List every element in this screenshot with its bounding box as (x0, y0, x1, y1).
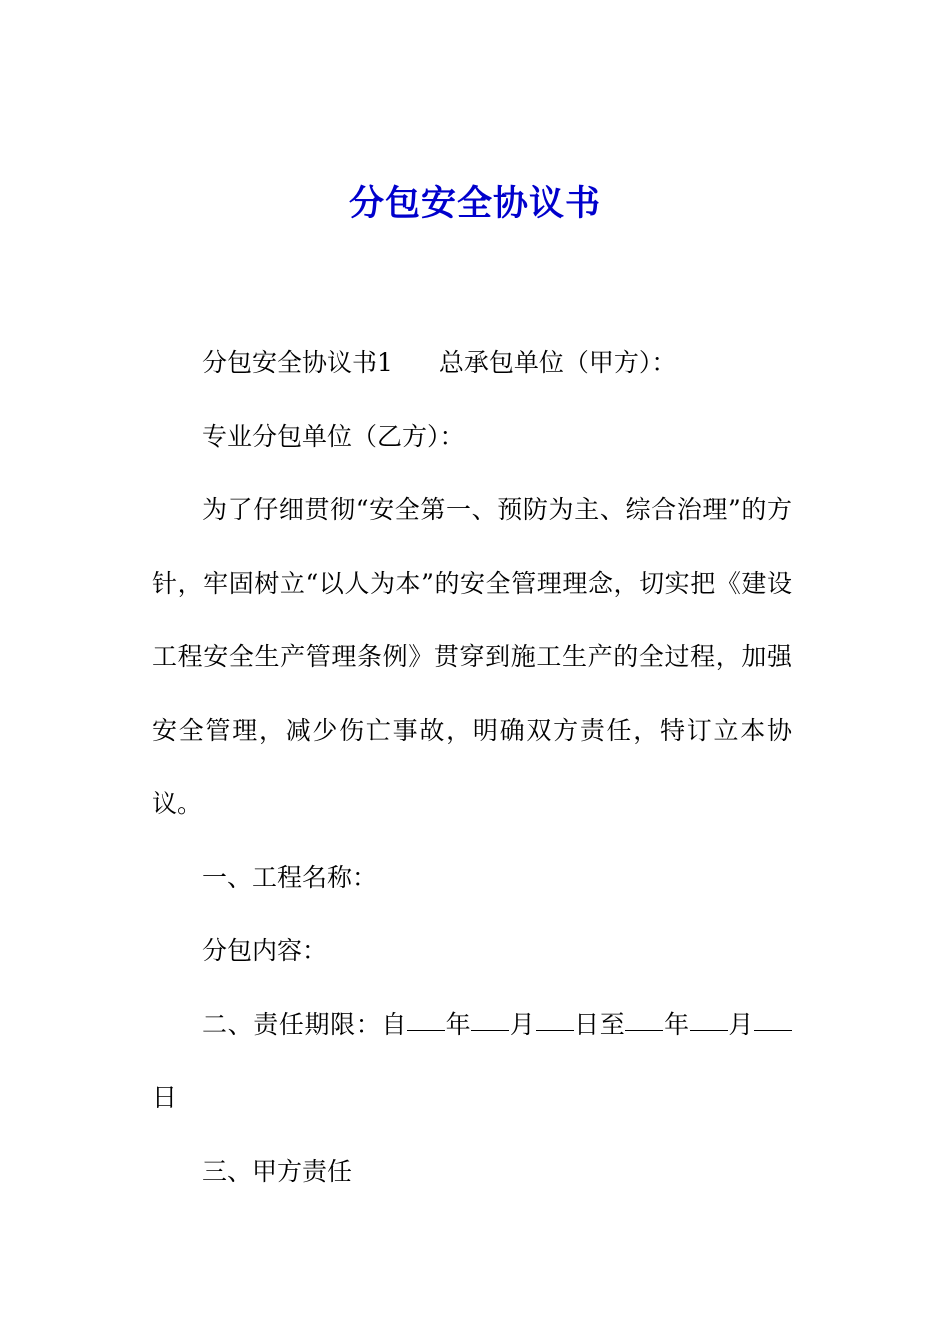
intro-line (152, 326, 792, 400)
period-label: 二、责任期限：自 (202, 1009, 408, 1039)
blank-field-start-year (407, 1029, 445, 1031)
blank-field-end-month (690, 1029, 728, 1031)
blank-field-start-month (471, 1029, 509, 1031)
year-label: 年 (663, 1009, 690, 1039)
blank-field-end-day (754, 1029, 792, 1031)
party-a-label: 总承包单位（甲方）： (438, 348, 677, 377)
party-a-responsibility-heading: 三、甲方责任 (202, 1156, 353, 1186)
agreement-heading: 分包安全协议书1 (202, 348, 393, 377)
document-body (152, 326, 792, 1208)
project-name-line: 一、工程名称： (202, 862, 378, 892)
responsibility-period-line (152, 988, 792, 1135)
purpose-paragraph: 为了仔细贯彻“安全第一、预防为主、综合治理”的方针，牢固树立“以人为本”的安全管理理念，切实把《建设工程安全生产管理条例》贯穿到施工生产的全过程，加强安全管理，减少伤亡事故，明确双方责任，特订立本协议。 (152, 495, 792, 818)
month-label: 月 (509, 1009, 536, 1039)
year-label: 年 (445, 1009, 472, 1039)
subcontract-content-line: 分包内容： (202, 936, 328, 965)
blank-field-end-year (625, 1029, 663, 1031)
blank-field-start-day (536, 1029, 574, 1031)
day-to-label: 日至 (573, 1009, 626, 1039)
day-end-label: 日 (152, 1083, 178, 1112)
document-title: 分包安全协议书 (348, 183, 601, 224)
month-label: 月 (727, 1009, 754, 1039)
party-b-line: 专业分包单位（乙方）： (202, 421, 465, 451)
